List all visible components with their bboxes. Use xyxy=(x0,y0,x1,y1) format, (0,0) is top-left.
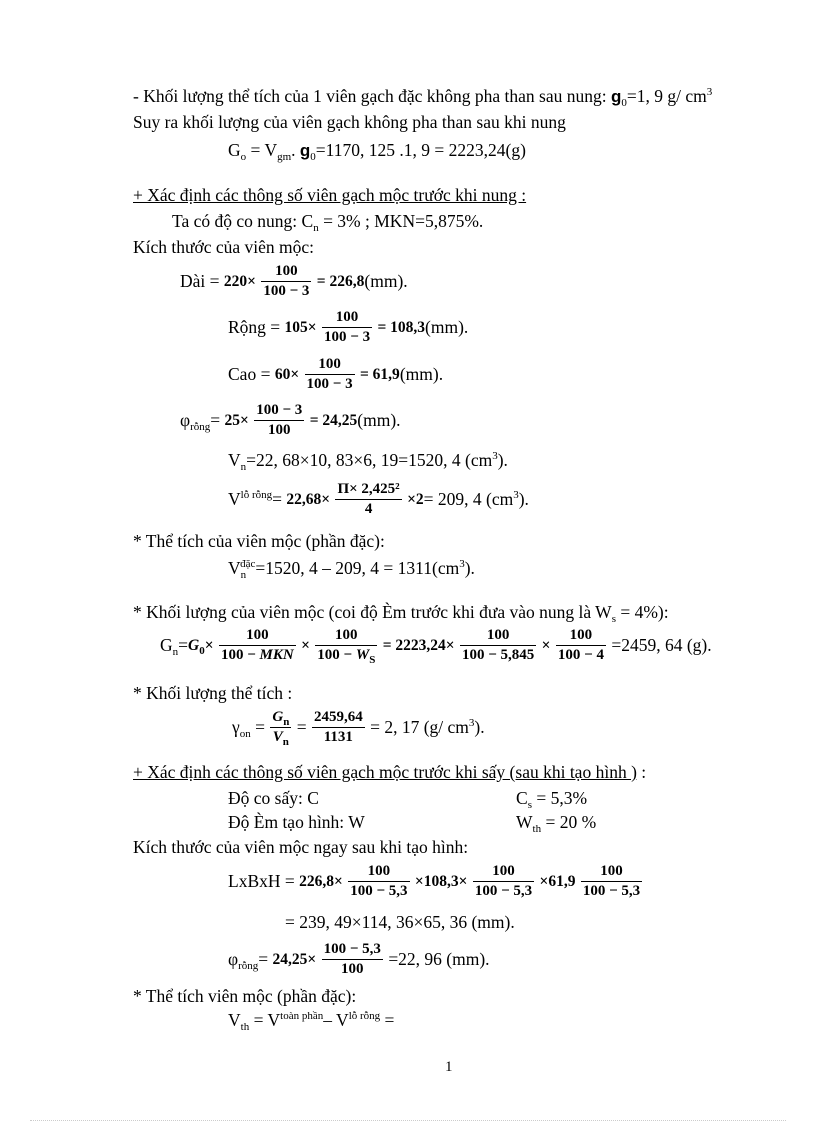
length-formula: Dài = 220× $\frac{100}{100 - 3}$ = 226,8(mm). xyxy=(180,263,408,299)
page-number: 1 xyxy=(445,1059,453,1075)
fraction: $\frac{100}{100 - 5,3}$ xyxy=(582,863,641,899)
fraction: $\frac{100}{100 - 5,3}$ xyxy=(474,863,533,899)
gamma-symbol: g xyxy=(611,87,622,106)
fraction: $\frac{2459,64}{1131}$ xyxy=(313,709,363,745)
section-heading-firing: + Xác định các thông số viên gạch mộc trước khi nung : xyxy=(133,185,527,205)
hole-diameter-formula: $\varphi_{rỗng}= 25\times$ $\frac{100 - 3}{100}$ = 24,25(mm). xyxy=(180,402,401,438)
volume-total-line: $V_n=22$, 68×10, 83×6, 19=1520, 4 $(cm^3)$. xyxy=(228,450,508,473)
go-formula: $G_o = V_{gm}$. $g_0=1170$, 125 .1, 9 = 2223,24(g) xyxy=(228,140,526,163)
fraction: $\frac{100 - 3}{100}$ xyxy=(256,402,303,438)
fraction: $\frac{100}{100 - 3}$ xyxy=(324,309,371,345)
volume-holes-formula: $V^{lỗ rỗng}= 22,68\times$ $\frac{\text{Π× 2,425²}}{4}$ ×2= 209, 4 $(cm^3)$. xyxy=(228,481,529,517)
fraction: $\frac{100}{100 - 5,845}$ xyxy=(461,627,535,663)
forming-moisture-value: $W_{th} = 20$ % xyxy=(516,812,597,835)
hole-diameter-after-forming: $\varphi_{rỗng}= 24,25\times$ $\frac{100 - 5,3}{100}$ =22, 96 (mm). xyxy=(228,941,490,977)
fraction: $\frac{100}{\text{100 − MKN}}$ xyxy=(220,627,294,663)
dimensions-result: = 239, 49×114, 36×65, 36 (mm). xyxy=(285,912,515,932)
dimensions-formula: LxBxH = 226,8× $\frac{100}{100 - 5,3}$ ×108,3× $\frac{100}{100 - 5,3}$ ×61,9 $\frac{100}{100 - 5,3}$ xyxy=(228,863,641,899)
fraction: $\frac{G_n}{V_n}$ xyxy=(272,709,290,748)
solid-volume-line: $V_n^{đặc}=1520$, 4 – 209, $4 = 1311(cm^3)$. xyxy=(228,558,475,581)
width-formula: Rộng = 105× $\frac{100}{100 - 3}$ = 108,3(mm). xyxy=(228,309,469,345)
fraction: $\frac{100}{100 - 4}$ xyxy=(557,627,604,663)
size-after-forming-heading: Kích thước của viên mộc ngay sau khi tạo hình: xyxy=(133,837,469,857)
fraction: $\frac{100}{100 - W_S}$ xyxy=(317,627,376,666)
solid-volume-heading-2: * Thể tích viên mộc (phần đặc): xyxy=(133,986,357,1006)
forming-moisture-label: Độ Èm tạo hình: W xyxy=(228,812,365,832)
drying-shrinkage-label: Độ co sấy: C xyxy=(228,788,319,808)
drying-shrinkage-value: $C_s = 5,3\%$ xyxy=(516,788,588,811)
density-line: - Khối lượng thể tích của 1 viên gạch đặc không pha than sau nung: $g_0=1$, 9 g/ $cm^3$ xyxy=(133,86,713,109)
fraction: $\frac{\text{Π× 2,425²}}{4}$ xyxy=(337,481,400,517)
density-heading: * Khối lượng thể tích : xyxy=(133,683,293,703)
solid-volume-heading: * Thể tích của viên mộc (phần đặc): xyxy=(133,531,385,551)
fraction: $\frac{100}{100 - 3}$ xyxy=(263,263,310,299)
derive-line: Suy ra khối lượng của viên gạch không pha than sau khi nung xyxy=(133,112,566,132)
fraction: $\frac{100 - 5,3}{100}$ xyxy=(323,941,381,977)
shrinkage-line: Ta có độ co nung: $C_n = 3\%$ ; MKN=5,875%. xyxy=(172,211,484,234)
mass-formula: $G_n=G_0\times$ $\frac{100}{\text{100 − MKN}}$ × $\frac{100}{100 - W_S}$ = 2223,24× $\frac{100}{100 - 5,845}$ × $\frac{100}{100 - 4}$ =2459, 64 (g). xyxy=(160,627,712,666)
height-formula: Cao = 60× $\frac{100}{100 - 3}$ = 61,9(mm). xyxy=(228,356,444,392)
density-formula: $\gamma_{on}$ = $\frac{G_n}{V_n}$ = $\frac{2459,64}{1131}$ = 2, 17 (g/ $cm^3$). xyxy=(232,709,485,748)
vth-line: $V_{th} = V^{toàn phần}-$ $V^{lỗ rỗng}$ = xyxy=(228,1010,395,1033)
page-footer-divider xyxy=(30,1120,786,1121)
fraction: $\frac{100}{100 - 5,3}$ xyxy=(350,863,408,899)
fraction: $\frac{100}{100 - 3}$ xyxy=(306,356,353,392)
mass-heading: * Khối lượng của viên mộc (coi độ Èm trước khi đưa vào nung là $W_s = 4\%$): xyxy=(133,602,669,625)
size-heading: Kích thước của viên mộc: xyxy=(133,237,315,257)
section-heading-drying: + Xác định các thông số viên gạch mộc trước khi sấy (sau khi tạo hình ) : xyxy=(133,762,647,782)
